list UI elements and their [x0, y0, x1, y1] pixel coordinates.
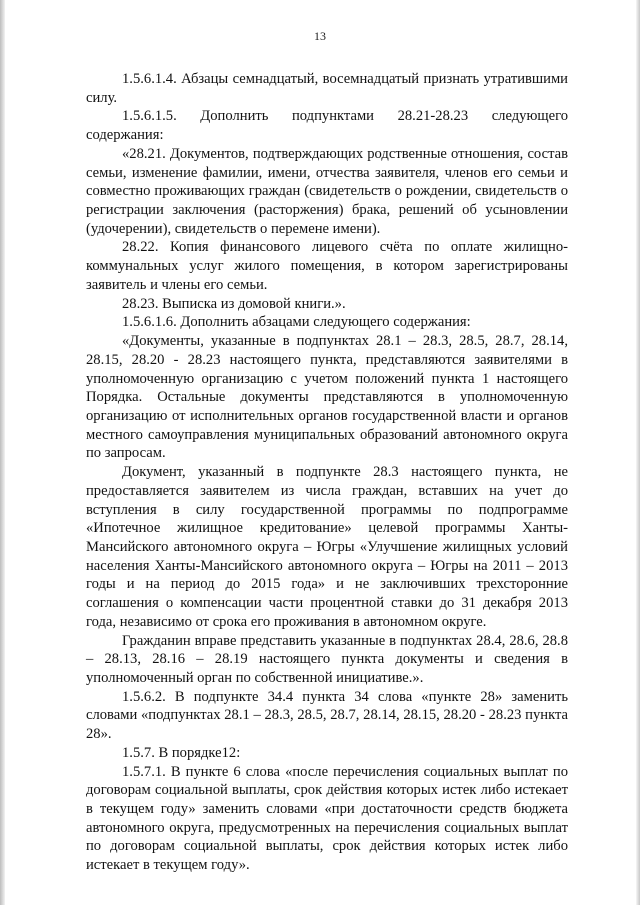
scan-edge-left [0, 0, 5, 905]
paragraph-28-23: 28.23. Выписка из домовой книги.». [122, 295, 346, 312]
paragraph-citizen-right: Гражданин вправе представить указанные в подпунктах 28.4, 28.6, 28.8 – 28.13, 28.16 – 28.19 настоящего пункта документы и сведения в уполномоченный орган по собственной инициативе.». [86, 632, 568, 686]
paragraph-1-5-7: 1.5.7. В порядке12: [122, 744, 241, 761]
paragraph-1-5-6-1-6: 1.5.6.1.6. Дополнить абзацами следующего содержания: [122, 314, 471, 331]
scan-edge-right [636, 0, 640, 905]
paragraph-document-28-3: Документ, указанный в подпункте 28.3 настоящего пункта, не предоставляется заявителем из числа граждан, вставших на учет до вступления в силу государственной программы по подпрограмме «Ипотечное жилищное кредитование» целевой программы Ханты-Мансийского автономного округа – Югры «Улучшение жилищных условий населения Ханты-Мансийского автономного округа – Югры на 2011 – 2013 годы и на период до 2015 года» и не заключивших трехсторонние соглашения о компенсации части процентной ставки до 31 декабря 2013 года, независимо от срока его проживания в автономном округе. [86, 464, 568, 630]
paragraph-28-21: «28.21. Документов, подтверждающих родственные отношения, состав семьи, изменение фамилии, имени, отчества заявителя, членов его семьи и совместно проживающих граждан (свидетельств о рождении, свидетельств о регистрации заключения (расторжения) брака, решений об усыновлении (удочерении), свидетельств о перемене имени). [86, 145, 568, 237]
paragraph-documents-submitted: «Документы, указанные в подпунктах 28.1 – 28.3, 28.5, 28.7, 28.14, 28.15, 28.20 - 28.23 настоящего пункта, представляются заявителями в уполномоченную организацию с учетом положений пункта 1 настоящего Порядка. Остальные документы представляются в уполномоченную организацию от исполнительных органов государственной власти и органов местного самоуправления муниципальных образований автономного округа по запросам. [86, 333, 568, 462]
paragraph-28-22: 28.22. Копия финансового лицевого счёта по оплате жилищно-коммунальных услуг жилого помещения, в котором зарегистрированы заявитель и члены его семьи. [86, 239, 568, 293]
page-number: 13 [314, 29, 326, 43]
paragraph-1-5-6-1-4: 1.5.6.1.4. Абзацы семнадцатый, восемнадцатый признать утратившими силу. [86, 71, 568, 106]
document-body [86, 70, 568, 875]
paragraph-1-5-7-1: 1.5.7.1. В пункте 6 слова «после перечисления социальных выплат по договорам социальной выплаты, срок действия которых истек либо истекает в текущем году» заменить словами «при достаточности средств бюджета автономного округа, предусмотренных на перечисления социальных выплат по договорам социальной выплаты, срок действия которых истек либо истекает в текущем году». [86, 763, 568, 874]
paragraph-1-5-6-1-5: 1.5.6.1.5. Дополнить подпунктами 28.21-28.23 следующего содержания: [86, 108, 568, 144]
paragraph-1-5-6-2: 1.5.6.2. В подпункте 34.4 пункта 34 слова «пункте 28» заменить словами «подпунктах 28.1 – 28.3, 28.5, 28.7, 28.14, 28.15, 28.20 - 28.23 пункта 28». [86, 688, 568, 743]
